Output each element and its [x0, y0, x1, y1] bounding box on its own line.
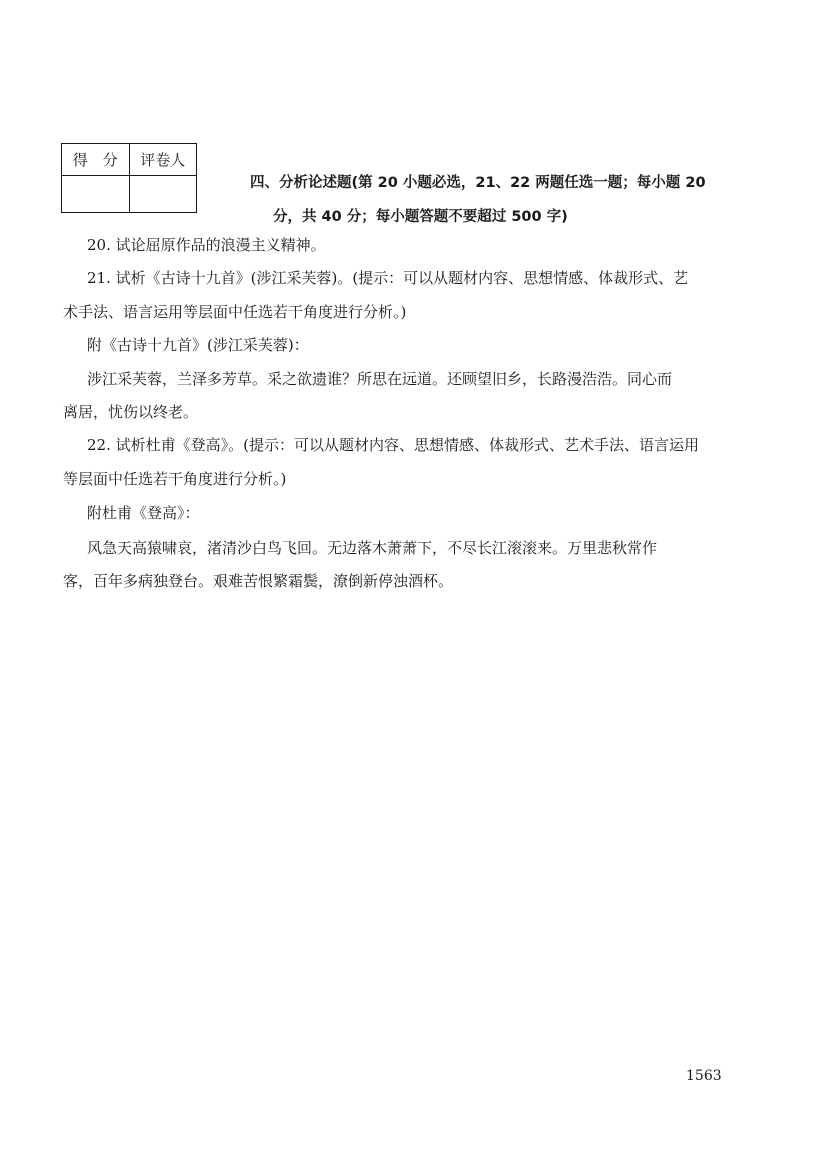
- score-table: [61, 143, 197, 213]
- question-21-line1: 21. 试析《古诗十九首》(涉江采芙蓉)。(提示：可以从题材内容、思想情感、体裁形式、艺: [87, 269, 689, 287]
- section-title: [250, 166, 740, 234]
- question-22-poem-line1: 风急天高猿啸哀，渚清沙白鸟飞回。无边落木萧萧下，不尽长江滚滚来。万里悲秋常作: [87, 539, 658, 557]
- question-21-poem-line2: 离居，忧伤以终老。: [63, 403, 199, 421]
- score-value-cell: [62, 176, 130, 213]
- section-title-line1: 四、分析论述题(第 20 小题必选，21、22 两题任选一题；每小题 20: [250, 175, 706, 191]
- grader-header-cell: 评卷人: [129, 144, 197, 176]
- question-22-poem-line2: 客，百年多病独登台。艰难苦恨繁霜鬓，潦倒新停浊酒杯。: [63, 572, 454, 590]
- page-number: 1563: [686, 1068, 722, 1084]
- question-22-line1: 22. 试析杜甫《登高》。(提示：可以从题材内容、思想情感、体裁形式、艺术手法、语言运用: [87, 436, 699, 454]
- section-title-line2: 分，共 40 分；每小题答题不要超过 500 字): [273, 209, 568, 225]
- question-21-appendix: 附《古诗十九首》(涉江采芙蓉)：: [87, 336, 309, 354]
- score-header-cell: 得 分: [62, 144, 130, 176]
- question-21-poem-line1: 涉江采芙蓉，兰泽多芳草。采之欲遗谁？所思在远道。还顾望旧乡，长路漫浩浩。同心而: [87, 370, 673, 388]
- question-20: 20. 试论屈原作品的浪漫主义精神。: [87, 236, 326, 254]
- grader-value-cell: [129, 176, 197, 213]
- question-22-line2: 等层面中任选若干角度进行分析。): [63, 470, 287, 488]
- question-21-line2: 术手法、语言运用等层面中任选若干角度进行分析。): [63, 303, 407, 321]
- question-22-appendix: 附杜甫《登高》：: [87, 504, 200, 522]
